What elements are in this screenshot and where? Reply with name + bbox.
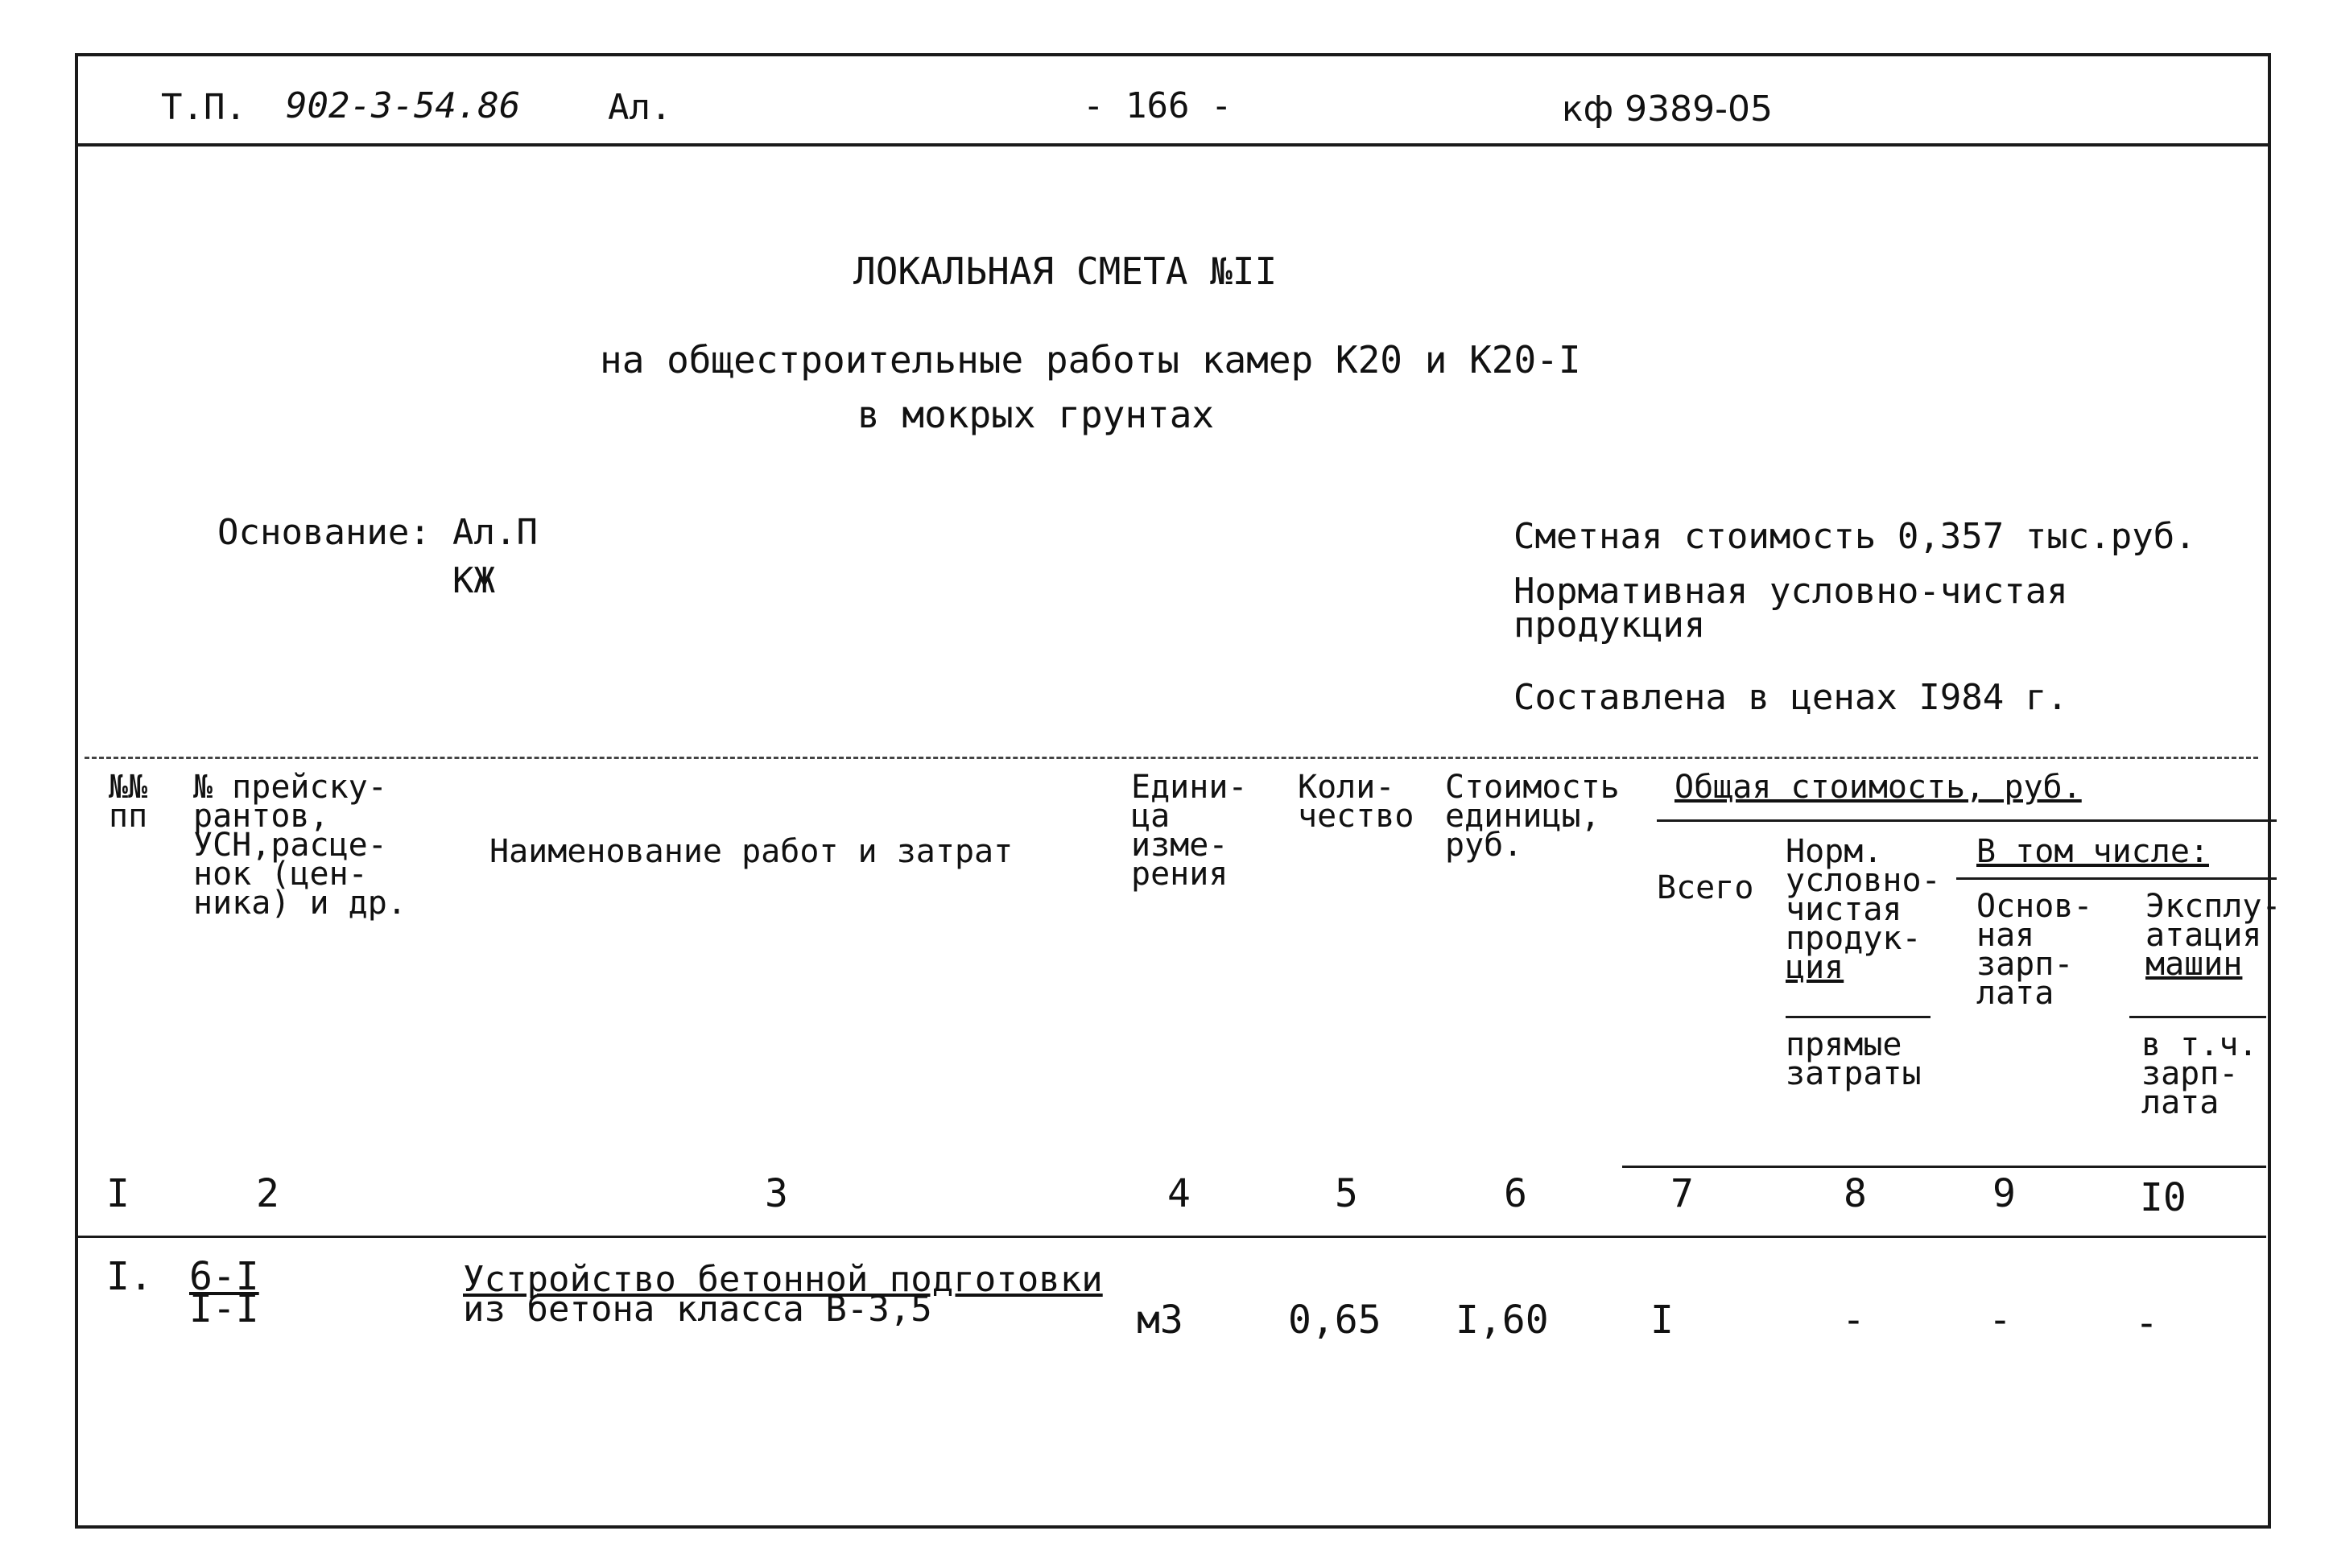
normative-product-label: Нормативная условно-чистая (1513, 571, 2068, 612)
col-number-10: I0 (2140, 1175, 2187, 1220)
tp-label: Т.П. (161, 87, 246, 128)
col-numbers-rule (78, 1236, 2266, 1238)
col-number-2: 2 (256, 1171, 279, 1216)
header-col-8-top: Норм. условно- чистая продук- ция (1786, 833, 1941, 986)
col-10-divider (2129, 1016, 2266, 1018)
col-8-divider (1786, 1016, 1931, 1018)
basis-value-2: КЖ (452, 560, 495, 601)
header-bottom-rule (1622, 1166, 2266, 1168)
document-title: ЛОКАЛЬНАЯ СМЕТА №II (853, 250, 1278, 293)
page-number: - 166 - (1083, 85, 1233, 126)
header-col-9: Основ- ная зарп- лата (1976, 888, 2093, 1012)
header-total-cost-group: Общая стоимость, руб. (1674, 769, 2082, 806)
header-col-7: Всего (1657, 869, 1754, 906)
header-col-2: № прейску- рантов, УСН,расце- нок (цен- ника) и др. (193, 769, 407, 922)
including-rule (1956, 877, 2277, 880)
col-number-9: 9 (1992, 1171, 2016, 1216)
row-code-1: 6-I (189, 1254, 259, 1299)
project-code: 902-3-54.86 (286, 85, 521, 126)
row-name-1: Устройство бетонной подготовки (463, 1259, 1103, 1300)
row-code-2: I-I (189, 1286, 259, 1331)
header-col-10-top: Эксплу- атация машин (2145, 888, 2282, 983)
col-number-4: 4 (1167, 1171, 1191, 1216)
col-number-8: 8 (1844, 1171, 1867, 1216)
prices-year: Составлена в ценах I984 г. (1513, 677, 2068, 718)
row-col-9: - (1988, 1298, 2012, 1343)
estimated-cost: Сметная стоимость 0,357 тыс.руб. (1513, 516, 2196, 557)
row-name-2: из бетона класса В-3,5 (463, 1289, 932, 1330)
col-number-3: 3 (765, 1171, 788, 1216)
document-subtitle: на общестроительные работы камер К20 и К20-I (600, 338, 1581, 382)
group-rule (1657, 819, 2277, 822)
row-col-8: - (1842, 1298, 1865, 1343)
row-unit-cost: I,60 (1456, 1298, 1549, 1343)
col-number-6: 6 (1504, 1171, 1527, 1216)
header-col-8-bottom: прямые затраты (1786, 1026, 1922, 1092)
header-including-group: В том числе: (1976, 833, 2209, 870)
row-number: I. (106, 1254, 153, 1299)
normative-product-label-2: продукция (1513, 605, 1706, 646)
basis-label: Основание: (217, 512, 431, 553)
header-col-10-bottom: в т.ч. зарп- лата (2141, 1026, 2258, 1121)
document-subtitle-2: в мокрых грунтах (857, 393, 1215, 436)
archive-code: кф 9389-05 (1562, 89, 1774, 130)
row-quantity: 0,65 (1288, 1298, 1381, 1343)
header-col-3: Наименование работ и затрат (489, 833, 1014, 870)
header-col-5: Коли- чество (1298, 769, 1414, 835)
header-col-1: №№ пп (109, 769, 148, 835)
row-col-10: - (2135, 1301, 2158, 1346)
row-unit: м3 (1137, 1298, 1183, 1343)
header-col-6: Стоимость единицы, руб. (1445, 769, 1620, 864)
row-total: I (1650, 1298, 1674, 1343)
stamp-divider (78, 143, 2268, 146)
col-number-7: 7 (1670, 1171, 1694, 1216)
basis-value-1: Ал.П (452, 512, 538, 553)
album-label: Ал. (608, 87, 672, 128)
col-number-5: 5 (1335, 1171, 1358, 1216)
table-top-rule (85, 757, 2258, 759)
header-col-4: Едини- ца изме- рения (1131, 769, 1248, 893)
col-number-1: I (106, 1171, 130, 1216)
